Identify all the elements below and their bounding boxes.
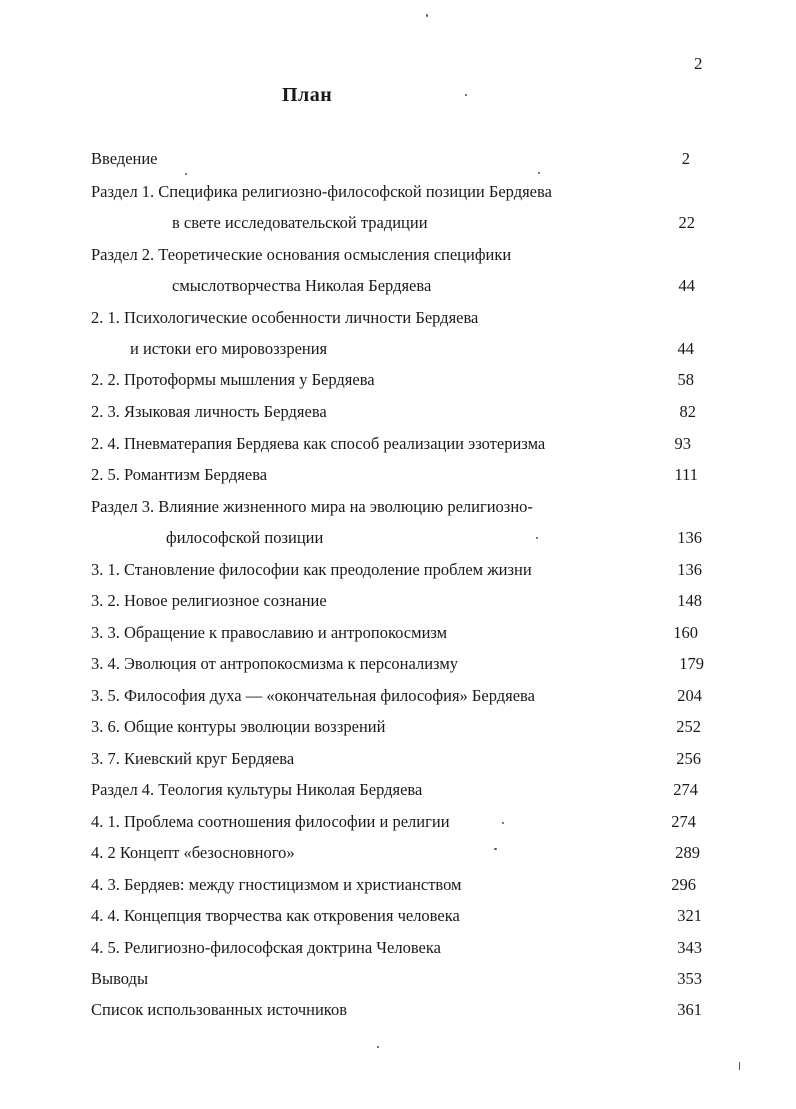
page-number: 2 <box>694 54 703 73</box>
toc-entry <box>0 713 796 741</box>
toc-entry-label: Выводы <box>91 969 149 988</box>
toc-entry-label: 3. 2. Новое религиозное сознание <box>91 591 327 610</box>
page-title: План <box>282 84 333 106</box>
toc-entry <box>0 178 796 206</box>
toc-entry-page: 111 <box>674 465 698 484</box>
toc-entry <box>0 745 796 773</box>
scan-speck <box>426 14 428 17</box>
scan-speck <box>739 1062 740 1070</box>
toc-entry-page: 160 <box>673 623 698 642</box>
toc-entry-label: 3. 4. Эволюция от антропокосмизма к персонализму <box>91 654 459 673</box>
scan-speck <box>494 848 497 850</box>
toc-entry-page: 179 <box>679 654 704 673</box>
toc-entry <box>0 272 796 300</box>
toc-entry-page: 204 <box>677 686 702 705</box>
toc-entry-label: Список использованных источников <box>91 1000 347 1019</box>
toc-entry-page: 58 <box>677 370 694 389</box>
toc-entry-label: смыслотворчества Николая Бердяева <box>172 276 432 295</box>
toc-entry-label: 4. 5. Религиозно-философская доктрина Человека <box>91 938 441 957</box>
toc-entry-label: 2. 2. Протоформы мышления у Бердяева <box>91 370 375 389</box>
toc-entry-label: Раздел 3. Влияние жизненного мира на эволюцию религиозно- <box>91 497 533 516</box>
toc-entry <box>0 366 796 394</box>
toc-entry-label: 4. 4. Концепция творчества как откровения человека <box>91 906 460 925</box>
scan-speck <box>536 537 538 539</box>
toc-entry-page: 93 <box>674 434 691 453</box>
scan-speck <box>377 1046 379 1048</box>
toc-entry <box>0 145 796 173</box>
toc-entry-label: и истоки его мировоззрения <box>130 339 328 358</box>
toc-entry-page: 44 <box>677 339 694 358</box>
toc-entry <box>0 619 796 647</box>
toc-entry-label: 4. 2 Концепт «безосновного» <box>91 843 295 862</box>
toc-entry-page: 2 <box>681 149 690 168</box>
toc-entry <box>0 241 796 269</box>
toc-entry-page: 289 <box>675 843 700 862</box>
toc-entry <box>0 965 796 993</box>
toc-entry <box>0 996 796 1024</box>
toc-entry <box>0 430 796 458</box>
toc-entry <box>0 934 796 962</box>
toc-entry <box>0 776 796 804</box>
toc-entry <box>0 461 796 489</box>
toc-entry-page: 22 <box>678 213 695 232</box>
toc-entry <box>0 335 796 363</box>
toc-entry <box>0 871 796 899</box>
toc-entry-page: 353 <box>677 969 702 988</box>
toc-entry-label: 4. 3. Бердяев: между гностицизмом и христианством <box>91 875 462 894</box>
toc-entry-label: 3. 1. Становление философии как преодоление проблем жизни <box>91 560 532 579</box>
toc-entry <box>0 682 796 710</box>
toc-entry <box>0 209 796 237</box>
toc-entry-page: 136 <box>677 560 702 579</box>
toc-entry-page: 274 <box>671 812 696 831</box>
toc-entry <box>0 304 796 332</box>
toc-entry-label: Раздел 1. Специфика религиозно-философской позиции Бердяева <box>91 182 552 201</box>
scan-speck <box>465 94 467 96</box>
toc-entry-page: 256 <box>676 749 701 768</box>
toc-entry-label: 2. 3. Языковая личность Бердяева <box>91 402 327 421</box>
toc-entry-page: 296 <box>671 875 696 894</box>
toc-entry-page: 136 <box>677 528 702 547</box>
toc-entry <box>0 650 796 678</box>
scan-speck <box>185 173 187 175</box>
toc-entry-label: Раздел 4. Теология культуры Николая Бердяева <box>91 780 423 799</box>
toc-entry-label: 3. 6. Общие контуры эволюции воззрений <box>91 717 386 736</box>
toc-entry-label: 2. 4. Пневматерапия Бердяева как способ реализации эзотеризма <box>91 434 546 453</box>
toc-entry-label: 4. 1. Проблема соотношения философии и религии <box>91 812 450 831</box>
toc-entry-page: 44 <box>678 276 695 295</box>
toc-entry-page: 274 <box>673 780 698 799</box>
toc-entry-page: 321 <box>677 906 702 925</box>
toc-entry <box>0 556 796 584</box>
scan-speck <box>538 172 540 174</box>
toc-entry <box>0 587 796 615</box>
toc-entry <box>0 398 796 426</box>
toc-entry-label: в свете исследовательской традиции <box>172 213 428 232</box>
toc-entry-label: 3. 3. Обращение к православию и антропокосмизм <box>91 623 448 642</box>
toc-entry-label: 3. 5. Философия духа — «окончательная философия» Бердяева <box>91 686 535 705</box>
toc-entry <box>0 493 796 521</box>
toc-entry <box>0 839 796 867</box>
toc-entry-label: 2. 5. Романтизм Бердяева <box>91 465 268 484</box>
toc-entry-label: Раздел 2. Теоретические основания осмысления специфики <box>91 245 512 264</box>
toc-entry-page: 148 <box>677 591 702 610</box>
toc-entry-label: 2. 1. Психологические особенности личности Бердяева <box>91 308 479 327</box>
toc-entry <box>0 902 796 930</box>
toc-entry-label: Введение <box>91 149 158 168</box>
toc-entry-page: 252 <box>676 717 701 736</box>
scan-speck <box>502 822 504 824</box>
toc-entry-page: 343 <box>677 938 702 957</box>
toc-entry-page: 82 <box>679 402 696 421</box>
toc-entry-page: 361 <box>677 1000 702 1019</box>
toc-entry-label: философской позиции <box>166 528 324 547</box>
toc-entry-label: 3. 7. Киевский круг Бердяева <box>91 749 295 768</box>
toc-entry <box>0 808 796 836</box>
toc-entry <box>0 524 796 552</box>
